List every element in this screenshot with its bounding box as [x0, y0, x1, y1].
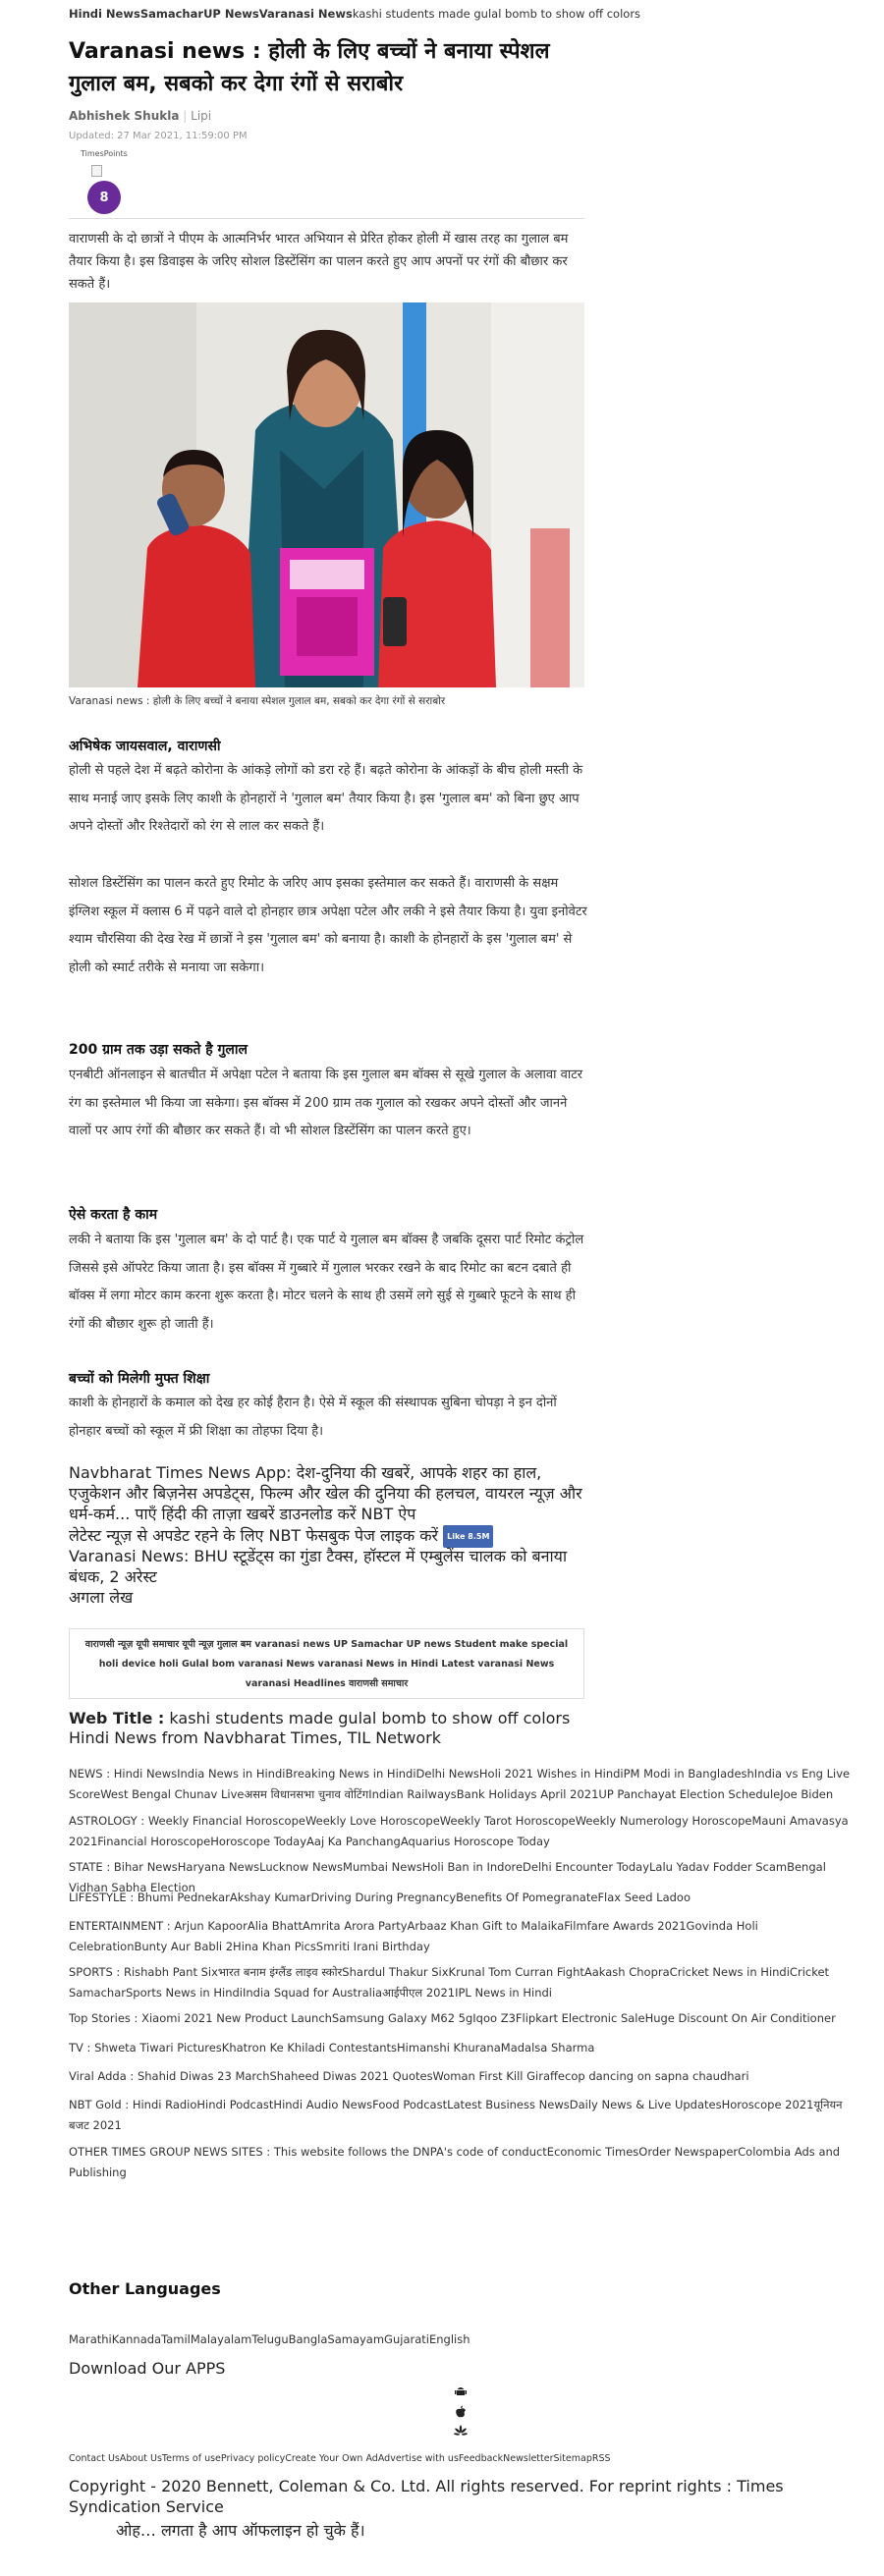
footer-section [69, 2142, 859, 2183]
timespoints-badge[interactable]: 8 [87, 181, 121, 214]
footer-section-links[interactable]: Shweta Tiwari PicturesKhatron Ke Khiladi ContestantsHimanshi KhuranaMadalsa Sharma [94, 2041, 595, 2055]
footer-links [69, 2453, 611, 2464]
footer-section-label: ASTROLOGY : [69, 1814, 148, 1828]
paragraph: होली से पहले देश में बढ़ते कोरोना के आंकड़े लोगों को डरा रहे हैं। बढ़ते कोरोना के आंकड़ों के बीच होली मस्ती के साथ मनाई जाए इसके लिए काशी के होनहारों ने 'गुलाल बम' तैयार किया है। इस 'गुलाल बम' को बिना छुए आप अपने दोस्तों और रिश्तेदारों को रंग से लाल कर सकते हैं। [69, 763, 583, 834]
footer-section-label: NBT Gold : [69, 2098, 133, 2111]
app-promo[interactable] [69, 1462, 584, 1524]
article-lede: वाराणसी के दो छात्रों ने पीएम के आत्मनिर्भर भारत अभियान से प्रेरित होकर होली में खास तरह का गुलाल बम तैयार किया है। इस डिवाइस के जरिए सोशल डिस्टेंसिंग का पालन करते हुए आप अपनों पर रंगों की बौछार कर सकते हैं। [69, 232, 569, 292]
footer-link[interactable]: Terms of use [161, 2453, 221, 2464]
footer-section-links[interactable]: Bhumi PednekarAkshay KumarDriving During PregnancyBenefits Of PomegranateFlax Seed Ladoo [137, 1891, 691, 1904]
footer-section-links[interactable]: Xiaomi 2021 New Product LaunchSamsung Galaxy M62 5gIqoo Z3Flipkart Electronic SaleHuge Discount On Air Conditioner [141, 2011, 836, 2025]
next-article-label[interactable]: अगला लेख [69, 1588, 134, 1607]
footer-section-label: OTHER TIMES GROUP NEWS SITES : [69, 2145, 274, 2159]
footer-link[interactable]: About Us [119, 2453, 162, 2464]
language-link[interactable]: Gujarati [384, 2332, 429, 2346]
tags-box[interactable]: वाराणसी न्यूज़ यूपी समाचार यूपी न्यूज़ गुलाल बम varanasi news UP Samachar UP news Student make special holi device holi Gulal bom varanasi News varanasi News in Hindi Latest varanasi News varanasi Headlines वाराणसी समाचार [69, 1628, 584, 1699]
divider [69, 218, 584, 219]
breadcrumb-item[interactable]: Varanasi News [258, 7, 353, 21]
language-link[interactable]: English [428, 2332, 470, 2346]
footer-link[interactable]: RSS [591, 2453, 611, 2464]
updated-timestamp: Updated: 27 Mar 2021, 11:59:00 PM [69, 131, 248, 141]
photo-caption: Varanasi news : होली के लिए बच्चों ने बनाया स्पेशल गुलाल बम, सबको कर देगा रंगों से सराबोर [69, 695, 446, 707]
app-promo-text[interactable]: Navbharat Times News App: देश-दुनिया की खबरें, आपके शहर का हाल, एजुकेशन और बिज़नेस अपडेट्स, फिल्म और खेल की दुनिया की हलचल, वायरल न्यूज़ और धर्म-कर्म... पाएँ हिंदी की ताज़ा खबरें डाउनलोड करें NBT ऐप [69, 1463, 582, 1523]
breadcrumb-item[interactable]: Samachar [139, 7, 204, 21]
footer-link[interactable]: Sitemap [553, 2453, 592, 2464]
footer-section [69, 1811, 859, 1852]
copyright: Copyright - 2020 Bennett, Coleman & Co. Ltd. All rights reserved. For reprint rights : Times Syndication Service [69, 2477, 784, 2516]
footer-link[interactable]: Privacy policy [220, 2453, 286, 2464]
breadcrumb-current: kashi students made gulal bomb to show off colors [352, 7, 641, 21]
section-heading: ऐसे करता है काम [69, 1207, 158, 1223]
footer-section-links[interactable]: This website follows the DNPA's code of conductEconomic TimesOrder NewspaperColombia Ads and Publishing [69, 2145, 841, 2179]
byline: अभिषेक जायसवाल, वाराणसी [69, 739, 221, 754]
footer-section [69, 1764, 859, 1805]
footer-link[interactable]: Advertise with us [377, 2453, 459, 2464]
huawei-icon[interactable] [454, 2425, 468, 2439]
footer-section-links[interactable]: Bihar NewsHaryana NewsLucknow NewsMumbai NewsHoli Ban in IndoreDelhi Encounter TodayLalu Yadav Fodder ScamBengal Vidhan Sabha Election [69, 1860, 826, 1894]
footer-section-label: Viral Adda : [69, 2069, 138, 2083]
web-title-label: Web Title : [69, 1709, 165, 1727]
language-link[interactable]: Marathi [69, 2332, 112, 2346]
footer-section [69, 1962, 859, 2003]
footer-link[interactable]: Contact Us [69, 2453, 120, 2464]
footer-section [69, 2066, 859, 2087]
footer-section-label: NEWS : [69, 1767, 114, 1781]
article-photo [69, 302, 584, 687]
breadcrumb-item[interactable]: Hindi News [69, 7, 140, 21]
fb-promo-text[interactable]: लेटेस्ट न्यूज़ से अपडेट रहने के लिए NBT फेसबुक पेज लाइक करें [69, 1526, 439, 1545]
footer-section-label: STATE : [69, 1860, 114, 1874]
language-link[interactable]: Bangla [288, 2332, 328, 2346]
footer-section-label: TV : [69, 2041, 95, 2055]
paragraph: सोशल डिस्टेंसिंग का पालन करते हुए रिमोट के जरिए आप इसका इस्तेमाल कर सकते हैं। वाराणसी के सक्षम इंग्लिश स्कूल में क्लास 6 में पढ़ने वाले दो होनहार छात्र अपेक्षा पटेल और लकी ने इसे तैयार किया है। युवा इनोवेटर श्याम चौरसिया की देख रेख में छात्रों ने इस 'गुलाल बम' को बनाया है। काशी के होनहारों के इस 'गुलाल बम' से होली को स्मार्ट तरीके से मनाया जा सकेगा। [69, 876, 587, 975]
language-link[interactable]: Kannada [111, 2332, 162, 2346]
footer-section [69, 2095, 859, 2136]
fb-promo[interactable] [69, 1525, 584, 1548]
timespoints-label: TimesPoints [81, 149, 128, 158]
breadcrumb-item[interactable]: UP News [203, 7, 259, 21]
network-link[interactable]: Hindi News from Navbharat Times, TIL Network [69, 1728, 441, 1747]
footer-section [69, 2008, 859, 2029]
section-heading: 200 ग्राम तक उड़ा सकते है गुलाल [69, 1042, 249, 1058]
other-languages-heading: Other Languages [69, 2279, 221, 2298]
paragraph: एनबीटी ऑनलाइन से बातचीत में अपेक्षा पटेल ने बताया कि इस गुलाल बम बॉक्स से सूखे गुलाल के अलावा वाटर रंग का इस्तेमाल भी किया जा सकेगा। इस बॉक्स में 200 ग्राम तक गुलाल को रखकर अपने दोस्तों और जानने वालों पर आप रंगों की बौछार कर सकते हैं। वो भी सोशल डिस्टेंसिंग का पालन करते हुए। [69, 1068, 583, 1138]
author-name[interactable]: Abhishek Shukla [69, 109, 180, 123]
footer-section-links[interactable]: Rishabh Pant Sixभारत बनाम इंग्लैंड लाइव स्कोरShardul Thakur SixKrunal Tom Curran FightAakash ChopraCricket News in HindiCricket SamacharSports News in HindiIndia Squad for Australiaआईपीएल 2021IPL News in Hindi [69, 1965, 830, 2000]
language-link[interactable]: Malayalam [190, 2332, 252, 2346]
android-icon[interactable] [454, 2384, 468, 2398]
apple-icon[interactable] [454, 2405, 468, 2419]
footer-section-links[interactable]: Hindi NewsIndia News in HindiBreaking News in HindiDelhi NewsHoli 2021 Wishes in HindiPM Modi in BangladeshIndia vs Eng Live ScoreWest Bengal Chunav Liveअसम विधानसभा चुनाव वोटिंगIndian RailwaysBank Holidays April 2021UP Panchayat Election ScheduleJoe Biden [69, 1767, 851, 1801]
web-title [69, 1709, 570, 1727]
paragraph: काशी के होनहारों के कमाल को देख हर कोई हैरान है। ऐसे में स्कूल की संस्थापक सुबिना चोपड़ा ने इन दोनों होनहार बच्चों को स्कूल में फ्री शिक्षा का तोहफा दिया है। [69, 1396, 557, 1439]
footer-section [69, 1916, 859, 1957]
article-title: Varanasi news : होली के लिए बच्चों ने बनाया स्पेशल गुलाल बम, सबको कर देगा रंगों से सराबोर [69, 39, 550, 96]
footer-section-links[interactable]: Hindi RadioHindi PodcastHindi Audio NewsFood PodcastLatest Business NewsDaily News & Live UpdatesHoroscope 2021यूनियन बजट 2021 [69, 2098, 843, 2132]
next-story-link[interactable]: Varanasi News: BHU स्टूडेंट्स का गुंडा टैक्स, हॉस्टल में एम्बुलेंस चालक को बनाया बंधक, 2 अरेस्ट [69, 1547, 568, 1586]
language-link[interactable]: Tamil [161, 2332, 191, 2346]
broken-image-icon [91, 165, 102, 177]
download-apps-heading: Download Our APPS [69, 2359, 226, 2378]
footer-section [69, 1888, 859, 1908]
author-line: Abhishek Shukla | Lipi [69, 109, 212, 123]
footer-section-label: LIFESTYLE : [69, 1891, 138, 1904]
footer-section-links[interactable]: Arjun KapoorAlia BhattAmrita Arora PartyArbaaz Khan Gift to MalaikaFilmfare Awards 2021Govinda Holi CelebrationBunty Aur Babli 2Hina Khan PicsSmriti Irani Birthday [69, 1919, 758, 1953]
section-heading: बच्चों को मिलेगी मुफ्त शिक्षा [69, 1371, 210, 1387]
footer-section-label: Top Stories : [69, 2011, 142, 2025]
offline-message: ओह… लगता है आप ऑफलाइन हो चुके हैं। [116, 2521, 365, 2540]
footer-link[interactable]: Newsletter [503, 2453, 554, 2464]
footer-link[interactable]: Feedback [458, 2453, 504, 2464]
paragraph: लकी ने बताया कि इस 'गुलाल बम' के दो पार्ट है। एक पार्ट ये गुलाल बम बॉक्स है जबकि दूसरा पार्ट रिमोट कंट्रोल जिससे इसे ऑपरेट किया जाता है। इस बॉक्स में गुब्बारे में गुलाल भरकर रखने के बाद रिमोट का बटन दबाते ही बॉक्स में लगा मोटर काम करना शुरू करता है। मोटर चलने के साथ ही उसमें लगे सुई से गुब्बारे फूटने के साथ ही रंगों की बौछार शुरू हो जाती हैं। [69, 1233, 584, 1332]
source-name: Lipi [191, 109, 212, 123]
fb-like-button[interactable]: Like 8.5M [443, 1525, 493, 1548]
footer-section-label: SPORTS : [69, 1965, 124, 1979]
footer-section-links[interactable]: Shahid Diwas 23 MarchShaheed Diwas 2021 QuotesWoman First Kill Giraffecop dancing on sapna chaudhari [137, 2069, 749, 2083]
web-title-text: kashi students made gulal bomb to show off colors [169, 1709, 571, 1727]
language-link[interactable]: Samayam [327, 2332, 385, 2346]
breadcrumb [69, 7, 640, 21]
footer-section [69, 2038, 859, 2058]
footer-section-label: ENTERTAINMENT : [69, 1919, 175, 1933]
footer-section-links[interactable]: Weekly Financial HoroscopeWeekly Love HoroscopeWeekly Tarot HoroscopeWeekly Numerology HoroscopeMauni Amavasya 2021Financial HoroscopeHoroscope TodayAaj Ka PanchangAquarius Horoscope Today [69, 1814, 849, 1848]
language-list [69, 2332, 470, 2346]
language-link[interactable]: Telugu [251, 2332, 289, 2346]
footer-link[interactable]: Create Your Own Ad [285, 2453, 378, 2464]
